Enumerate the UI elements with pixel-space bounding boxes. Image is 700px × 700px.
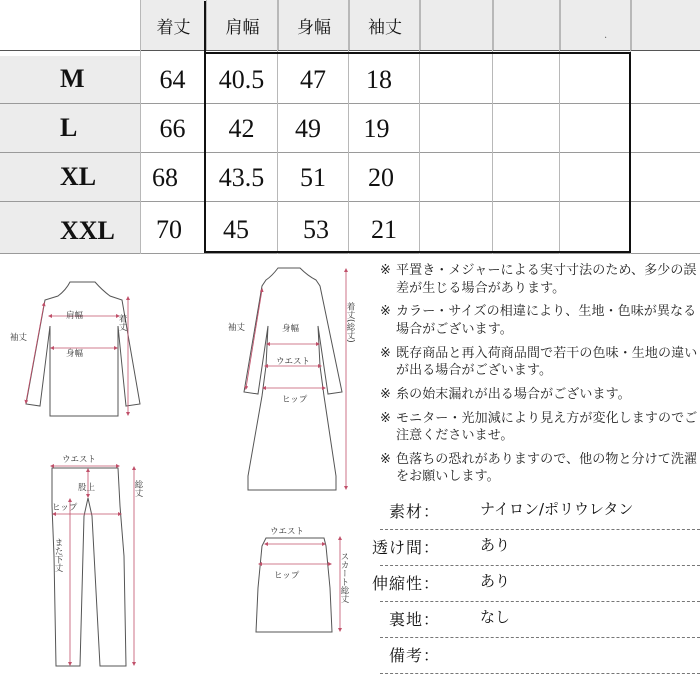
grid-line — [0, 201, 700, 202]
cell-xl-length: 68 — [152, 163, 178, 192]
pants-waist-label: ウエスト — [62, 455, 97, 465]
cell-m-length: 64 — [159, 65, 186, 94]
size-label-m: M — [60, 64, 85, 93]
note-item: ※ 色落ちの恐れがありますので、他の物と分けて洗濯をお願いします。 — [380, 451, 698, 485]
cell-xxl-sleeve: 21 — [371, 215, 397, 244]
size-label-xl: XL — [60, 162, 97, 191]
cell-m-shoulder: 40.5 — [218, 65, 265, 94]
dress-hip-label: ヒップ — [282, 395, 308, 405]
note-item: ※ 糸の始末漏れが出る場合がございます。 — [380, 386, 631, 402]
pants-diagram — [52, 468, 126, 666]
garment-diagrams — [0, 256, 380, 700]
cell-xxl-body: 53 — [303, 215, 329, 244]
grid-line — [140, 0, 141, 254]
size-table — [0, 0, 700, 256]
pants-inseam-label: また下丈 — [53, 538, 63, 572]
top-body-label: 身幅 — [66, 349, 84, 359]
top-length-label: 着丈 — [117, 314, 127, 331]
cell-xxl-shoulder: 45 — [223, 215, 249, 244]
grid-line — [0, 152, 700, 153]
skirt-diagram — [256, 538, 332, 632]
pants-outline — [52, 468, 126, 666]
grid-line — [0, 50, 700, 51]
skirt-length-label: スカート総丈 — [339, 552, 349, 603]
dress-length-label: 着丈(総丈) — [345, 302, 355, 343]
spec-label: 備考： — [388, 646, 440, 665]
header-blank-2 — [493, 0, 560, 50]
grid-line — [559, 0, 560, 254]
spec-row-sheerness — [371, 529, 700, 566]
header-length: 着丈 — [140, 0, 206, 50]
header-sleeve: 袖丈 — [349, 0, 420, 50]
grid-line — [492, 0, 493, 254]
header-blank-3 — [560, 0, 631, 50]
skirt-hip-label: ヒップ — [274, 571, 300, 581]
header-body-width: 身幅 — [278, 0, 349, 50]
grid-line — [0, 103, 700, 104]
cell-l-length: 66 — [159, 114, 186, 143]
size-label-xxl: XXL — [60, 216, 115, 245]
spec-row-stretch — [371, 565, 700, 602]
note-item: ※ モニター・光加減により見え方が変化しますのでご注意くださいませ。 — [380, 410, 698, 444]
grid-line — [348, 0, 349, 254]
cell-xl-sleeve: 20 — [368, 163, 394, 192]
cell-xl-body: 51 — [300, 163, 326, 192]
spec-value: あり — [480, 572, 511, 590]
highlight-frame — [204, 1, 206, 253]
spec-value: なし — [480, 608, 511, 626]
cell-xxl-length: 70 — [156, 215, 182, 244]
pants-hip-label: ヒップ — [52, 503, 78, 513]
note-item: ※ 平置き・メジャーによる実寸寸法のため、多少の誤差が生じる場合があります。 — [380, 263, 697, 296]
dress-waist-label: ウエスト — [276, 357, 311, 367]
highlight-frame — [629, 52, 631, 253]
spec-label: 伸縮性： — [371, 574, 440, 593]
dress-outline — [244, 268, 342, 490]
cell-m-body: 47 — [300, 65, 326, 94]
cell-m-sleeve: 18 — [366, 65, 392, 94]
header-blank-4 — [631, 0, 700, 50]
header-blank-1 — [420, 0, 493, 50]
grid-line — [277, 0, 278, 254]
spec-value: ナイロン/ポリウレタン — [480, 500, 634, 518]
dress-body-label: 身幅 — [282, 324, 300, 334]
skirt-waist-label: ウエスト — [270, 527, 305, 537]
cell-l-body: 49 — [295, 114, 321, 143]
header-dot: . — [604, 30, 608, 41]
spec-value: あり — [480, 536, 511, 554]
cell-xl-shoulder: 43.5 — [218, 163, 265, 192]
pants-length-label: 総丈 — [133, 480, 143, 497]
cell-l-sleeve: 19 — [363, 114, 390, 143]
cell-l-shoulder: 42 — [228, 114, 255, 143]
note-item: ※ カラー・サイズの相違により、生地・色味が異なる場合がございます。 — [380, 304, 697, 337]
spec-row-lining — [380, 601, 700, 638]
highlight-frame — [204, 52, 631, 54]
size-label-l: L — [60, 113, 78, 142]
grid-line — [419, 0, 420, 254]
spec-row-material — [380, 493, 700, 530]
pants-rise-label: 股上 — [78, 483, 96, 493]
header-shoulder: 肩幅 — [206, 0, 278, 50]
dress-diagram — [244, 268, 342, 490]
notes-list — [380, 262, 698, 492]
grid-line — [0, 253, 700, 254]
spec-label: 透け間： — [371, 538, 440, 557]
spec-label: 裏地： — [388, 610, 440, 629]
dress-sleeve-label: 袖丈 — [228, 323, 246, 333]
top-shoulder-label: 肩幅 — [66, 311, 84, 321]
skirt-outline — [256, 538, 332, 632]
note-item: ※ 既存商品と再入荷商品間で若干の色味・生地の違いが出る場合がございます。 — [380, 345, 698, 379]
spec-label: 素材： — [388, 502, 440, 521]
spec-row-remarks — [380, 637, 700, 674]
top-sleeve-label: 袖丈 — [10, 333, 28, 343]
highlight-frame — [204, 251, 631, 253]
